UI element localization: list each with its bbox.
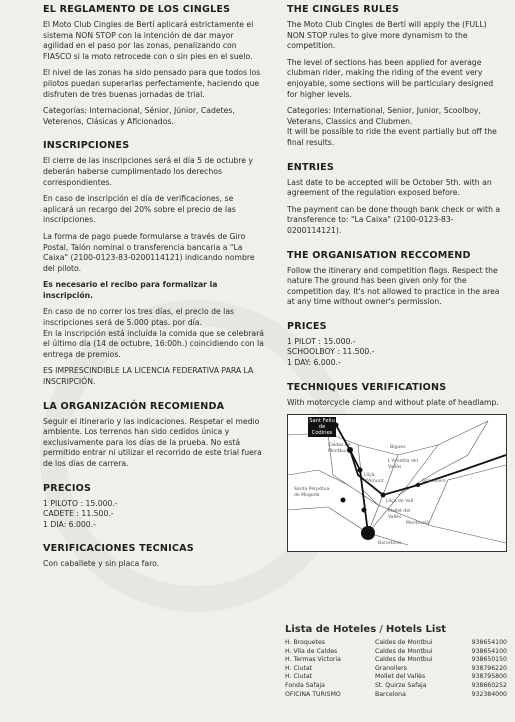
map-label: Montmeló [406,521,429,527]
paragraph: El nivel de las zonas ha sido pensado para que todos los pilotos puedan superarlas perfectamente, haciendo que disfruten de tres buenas jornadas de trial. [43,68,261,99]
section-title: THE ORGANISATION RECCOMEND [287,249,471,261]
hotel-name: Fonda Safaja [285,681,325,689]
paragraph: The Moto Club Cingles de Bertí will apply the (FULL) NON STOP rules to give more dynamism to the competition. [287,20,487,51]
section-organisation [287,250,505,308]
hotel-row [285,673,507,682]
hotel-phone: 938654100 [471,639,507,646]
map-label: Santa Perpètua de Mogoda [294,487,330,498]
left-column [43,4,265,583]
paragraph: En caso de inscripción el día de verificaciones, se aplicará un recargo del 20% sobre el precio de las inscripciones. [43,194,236,225]
hotel-name: H. Broquetes [285,639,326,646]
paragraph: La forma de pago puede formularse a través de Giro Postal, Talón nominal o transferencia bancaria a "La Caixa" (2100-0123-83-0200114121) indicando nombre del piloto. [43,231,255,273]
section-title: TECHNIQUES VERIFICATIONS [287,381,447,393]
paragraph: ES IMPRESCINDIBLE LA LICENCIA FEDERATIVA PARA LA INSCRIPCIÓN. [43,366,254,387]
price-line: SCHOOLBOY : 11.500.- [287,347,375,357]
hotel-town: Barcelona [375,690,406,698]
hotel-row [285,682,507,691]
price-line: 1 PILOTO : 15.000.- [43,498,118,508]
section-organizacion [43,401,265,470]
paragraph: En la inscripción está incluída la comida que se celebrará el último día (14 de octubre, 16:00h.) coincidiendo con la entrega de premios. [43,328,265,359]
paragraph: Categories: International, Senior, Junior, Scoolboy, Veterans, Classics and Clubmen. [287,106,481,126]
section-inscripciones [43,140,265,387]
section-title: EL REGLAMENTO DE LOS CINGLES [43,4,231,15]
map-label: Mollet del Vallès [388,509,411,520]
section-techniques [287,382,505,409]
hotel-row [285,648,507,657]
hotel-name: H. Termas Victoria [285,656,341,664]
hotels-title-en: Hotels List [385,624,447,635]
location-map [287,414,507,552]
hotel-town: Granollers [375,664,407,672]
section-title: THE CINGLES RULES [287,4,400,15]
hotel-row [285,639,507,648]
section-rules [287,4,505,149]
paragraph: It will be possible to ride the event partially but off the final results. [287,127,497,147]
hotels-title-ca: Lista de Hoteles [285,624,377,635]
paragraph: El Moto Club Cingles de Bertí aplicará estrictamente el sistema NON STOP con la intención de dar mayor agilidad en el paso por las zonas, penalizando con FIASCO si la moto retrocede con o sin pies en el suelo. [43,20,254,61]
section-reglamento [43,4,265,127]
hotel-phone: 938795800 [471,673,507,681]
paragraph: The payment can be done though bank check or with a transference to: "La Caixa" (2100-0123-83-0200114121). [287,204,501,235]
hotels-table [285,639,507,699]
map-label: Lliçà d'Amunt [364,473,384,484]
paragraph: Follow the itinerary and competition flags. Respect the nature The ground has been given only for the competition day. It's not allowed to practice in the area at any time without owner's permission. [287,265,500,307]
map-town-box: Sant Feliu de Codines [309,418,335,437]
map-label: Granollers [422,479,446,485]
hotel-phone: 938796220 [471,664,507,672]
hotel-phone: 938654100 [471,647,507,655]
hotels-list [285,624,507,699]
paragraph: Categorías: Internacional, Sénior, Júnior, Cadetes, Veterenos, Clásicas y Aficionados. [43,106,235,126]
price-line: 1 DAY: 6.000.- [287,358,341,368]
paragraph: Seguir el itinerario y las indicaciones. Respetar el medio ambiente. Los terrenos han sido cedidos única y exclusivamente para los días de la prueba. No está permitido entrar ni utilizar el recorrido de este trial fuera de los días de carrera. [43,416,262,468]
hotel-town: St. Quirze Safaja [375,681,427,689]
map-label: Caldes de Montbui [328,443,351,454]
paragraph: The level of sections has been applied for average clubman rider, making the riding of the event very enjoyable, some sections will be particulary designed for higher levels. [287,57,494,99]
hotels-title-separator: / [376,624,386,635]
hotel-name: OFICINA TURISMO [285,690,341,698]
hotel-name: H. Vila de Caldes [285,647,338,655]
hotel-phone: 938660252 [471,681,507,689]
paragraph-emphasis: Es necesario el recibo para formalizar la inscripción. [43,280,218,300]
section-title: INSCRIPCIONES [43,140,130,152]
paragraph: Con caballete y sin placa faro. [43,559,160,569]
hotel-town: Caldes de Montbui [375,639,433,646]
section-title: PRECIOS [43,482,92,494]
section-precios [43,483,265,531]
hotel-phone: 932384000 [471,690,507,698]
map-label: Bigues [390,445,406,451]
section-title: PRICES [287,320,327,332]
price-line: 1 DIA: 6.000.- [43,519,96,529]
section-title: ENTRIES [287,161,334,173]
hotel-town: Caldes de Montbui [375,656,433,664]
paragraph: En caso de no correr los tres días, el precio de las inscripciones será de 5.000 ptas. por día. [43,307,235,328]
map-label: Lliça de Vall [386,499,414,505]
section-verificaciones [43,543,265,570]
hotel-name: H. Ciutat [285,673,313,681]
map-label: Barcelona [378,541,401,547]
hotel-row [285,656,507,665]
paragraph: With motorcycle clamp and without plate of headlamp. [287,397,499,407]
hotel-town: Mollet del Vallès [375,673,426,681]
section-entries [287,162,505,237]
hotels-title [285,624,507,635]
section-prices [287,321,505,369]
paragraph: El cierre de las inscripciones será el día 5 de octubre y deberán haberse cumplimentado los derechos correspondientes. [43,156,253,187]
section-title: VERIFICACIONES TECNICAS [43,543,194,555]
right-column [287,4,505,552]
hotel-row [285,691,507,700]
hotel-name: H. Ciutat [285,664,313,672]
price-line: CADETE : 11.500.- [43,509,114,519]
hotel-town: Caldes de Montbui [375,647,433,655]
section-title: LA ORGANIZACIÓN RECOMIENDA [43,400,225,412]
paragraph: Last date to be accepted will be October 5th. with an agreement of the regulation exposed before. [287,177,492,198]
price-line: 1 PILOT : 15.000.- [287,336,356,346]
hotel-phone: 938650150 [471,656,507,664]
map-label: L'Ametlla del Vallès [388,459,418,470]
